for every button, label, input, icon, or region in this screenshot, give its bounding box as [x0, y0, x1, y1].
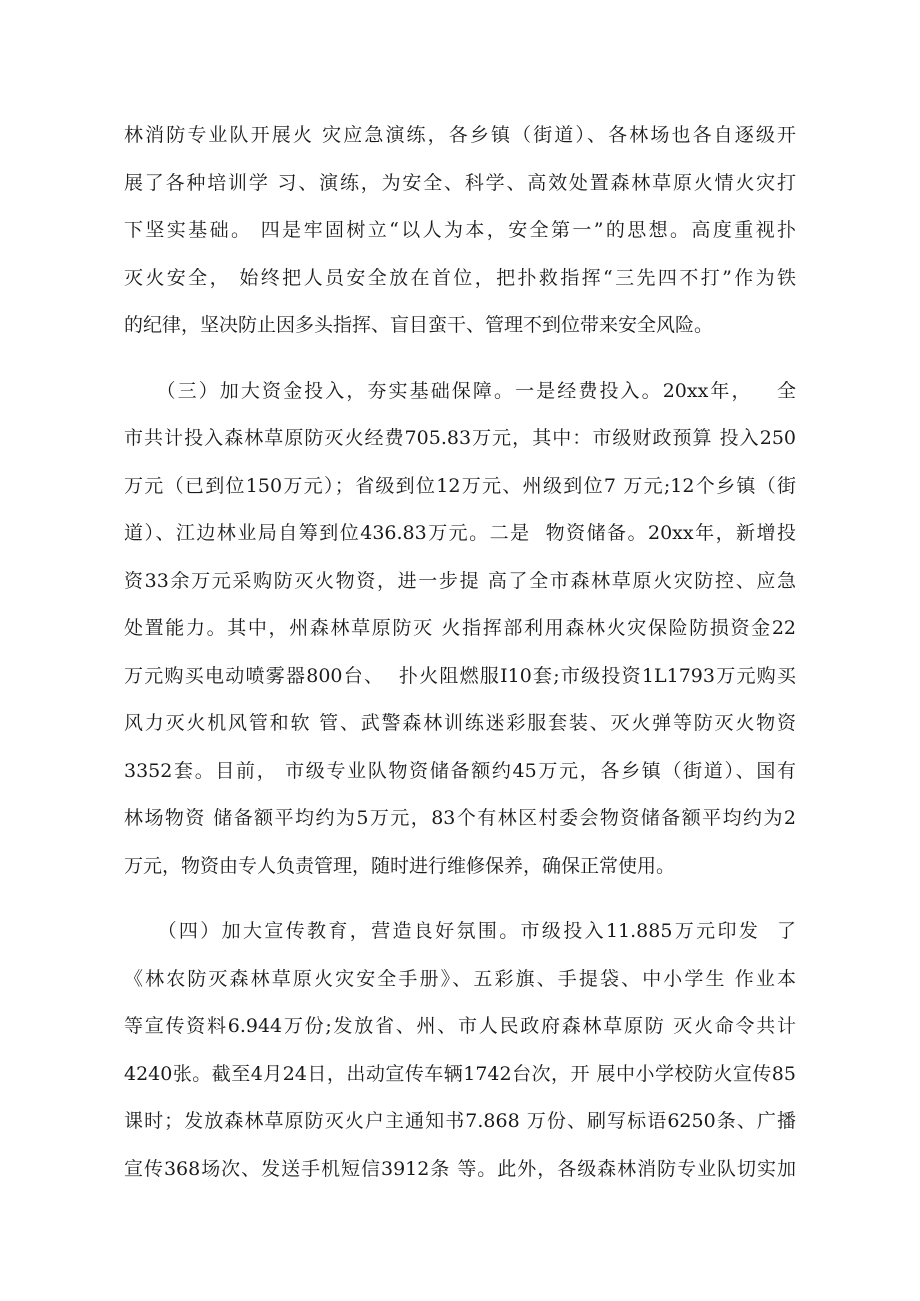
text-line: 展了各种培训学 习、演练，为安全、科学、高效处置森林草原火情火灾打 — [124, 171, 796, 194]
text-line: 林消防专业队开展火 灾应急演练，各乡镇（街道）、各林场也各自逐级开 — [124, 124, 796, 146]
text-line: 灭火安全， 始终把人员安全放在首位，把扑救指挥“三先四不打”作为铁 — [124, 266, 796, 289]
text-line: 市共计投入森林草原防灭火经费705.83万元，其中：市级财政预算 投入250 — [124, 427, 796, 449]
text-line: 《林农防灭森林草原火灾安全手册》、五彩旗、手提袋、中小学生 作业本 — [124, 967, 796, 990]
text-line: 等宣传资料6.944万份;发放省、州、市人民政府森林草原防 灭火命令共计 — [124, 1015, 796, 1037]
text-line: 的纪律，坚决防止因多头指挥、盲目蛮干、管理不到位带来安全风险。 — [124, 314, 714, 336]
text-line: 万元购买电动喷雾器800台、 扑火阻燃服I10套;市级投资1L1793万元购买 — [124, 664, 796, 687]
paragraph-publicity — [124, 908, 796, 1193]
document-body — [124, 112, 796, 1193]
paragraph-spacer — [124, 350, 796, 368]
text-line: 下坚实基础。 四是牢固树立“以人为本，安全第一”的思想。高度重视扑 — [124, 219, 796, 241]
text-line: 处置能力。其中，州森林草原防灭 火指挥部利用森林火灾保险防损资金22 — [124, 617, 796, 639]
paragraph-safety — [124, 112, 796, 350]
text-line: （三）加大资金投入，夯实基础保障。一是经费投入。20xx年， 全 — [124, 379, 796, 402]
text-line: 风力灭火机风管和软 管、武警森林训练迷彩服套装、灭火弹等防灭火物资 — [124, 712, 796, 734]
text-line: 道）、江边林业局自筹到位436.83万元。二是 物资储备。20xx年，新增投 — [124, 522, 796, 544]
text-line: 宣传368场次、发送手机短信3912条 等。此外，各级森林消防专业队切实加 — [124, 1157, 796, 1180]
text-line: 课时；发放森林草原防灭火户主通知书7.868 万份、刷写标语6250条、广播 — [124, 1110, 796, 1132]
text-line: 4240张。截至4月24日，出动宣传车辆1742台次，开 展中小学校防火宣传85 — [124, 1062, 796, 1085]
text-line: （四）加大宣传教育，营造良好氛围。市级投入11.885万元印发 了 — [124, 920, 796, 942]
text-line: 3352套。目前， 市级专业队物资储备额约45万元，各乡镇（街道）、国有 — [124, 759, 796, 782]
text-line: 万元（已到位150万元）；省级到位12万元、州级到位7 万元;12个乡镇（街 — [124, 474, 796, 497]
text-line: 林场物资 储备额平均约为5万元，83个有林区村委会物资储备额平均约为2 — [124, 807, 796, 829]
paragraph-spacer — [124, 890, 796, 908]
text-line: 资33余万元采购防灭火物资，进一步提 高了全市森林草原火灾防控、应急 — [124, 569, 796, 592]
text-line: 万元，物资由专人负责管理，随时进行维修保养，确保正常使用。 — [124, 854, 676, 877]
paragraph-funding — [124, 368, 796, 891]
